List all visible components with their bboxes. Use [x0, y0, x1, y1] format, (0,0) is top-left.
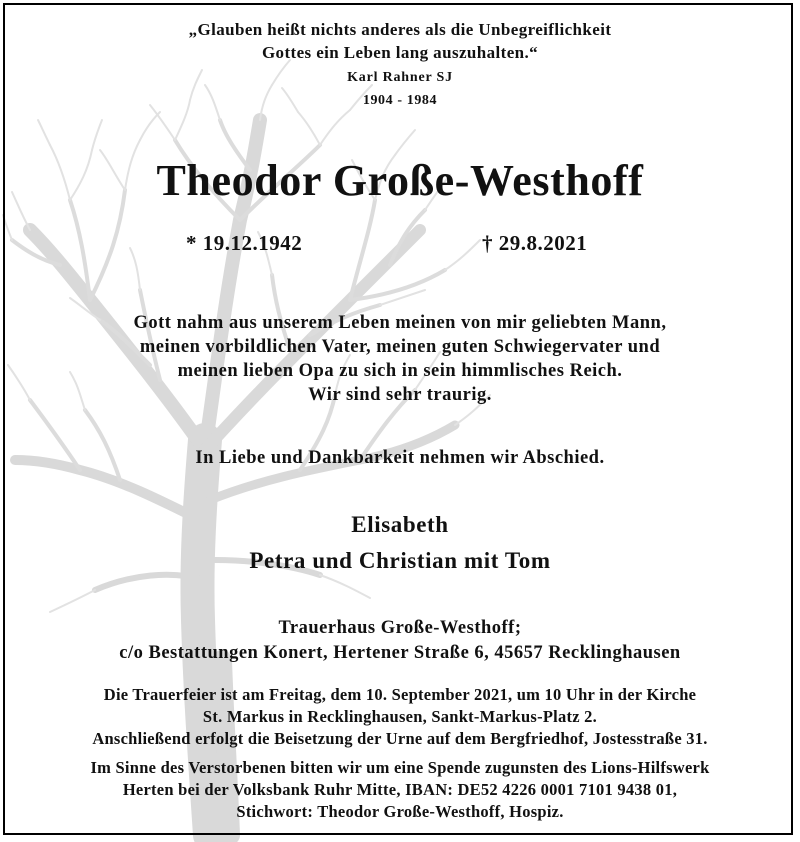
message-line-4: Wir sind sehr traurig. [308, 385, 492, 405]
service-line-2: St. Markus in Recklinghausen, Sankt-Markus-Platz 2. [202, 707, 598, 726]
quote-line-2: Gottes ein Leben lang auszuhalten.“ [261, 43, 539, 62]
family-line-1: Elisabeth [351, 512, 449, 537]
family-line-2: Petra und Christian mit Tom [249, 548, 551, 573]
quote-author-years: 1904 - 1984 [362, 93, 438, 108]
service-line-3: Anschließend erfolgt die Beisetzung der Urne auf dem Bergfriedhof, Jostesstraße 31. [92, 729, 708, 748]
quote-author: Karl Rahner SJ [347, 70, 453, 85]
deceased-name: Theodor Große-Westhoff [156, 156, 644, 205]
donation-line-1: Im Sinne des Verstorbenen bitten wir um eine Spende zugunsten des Lions-Hilfswerk [90, 758, 710, 777]
death-date: † 29.8.2021 [482, 231, 588, 255]
message-line-2: meinen vorbildlichen Vater, meinen guten Schwiegervater und [139, 337, 661, 357]
donation-line-2: Herten bei der Volksbank Ruhr Mitte, IBAN: DE52 4226 0001 7101 9438 01, [122, 780, 678, 799]
address-line-2: c/o Bestattungen Konert, Hertener Straße 6, 45657 Recklinghausen [119, 643, 681, 663]
service-line-1: Die Trauerfeier ist am Freitag, dem 10. September 2021, um 10 Uhr in der Kirche [103, 685, 697, 704]
farewell-line: In Liebe und Dankbarkeit nehmen wir Abschied. [195, 448, 605, 468]
message-line-3: meinen lieben Opa zu sich in sein himmlisches Reich. [177, 361, 623, 381]
address-line-1: Trauerhaus Große-Westhoff; [278, 618, 522, 638]
birth-date: * 19.12.1942 [186, 231, 303, 255]
donation-line-3: Stichwort: Theodor Große-Westhoff, Hospiz. [236, 802, 564, 821]
quote-line-1: „Glauben heißt nichts anderes als die Unbegreiflichkeit [188, 20, 612, 39]
message-line-1: Gott nahm aus unserem Leben meinen von mir geliebten Mann, [133, 313, 667, 333]
